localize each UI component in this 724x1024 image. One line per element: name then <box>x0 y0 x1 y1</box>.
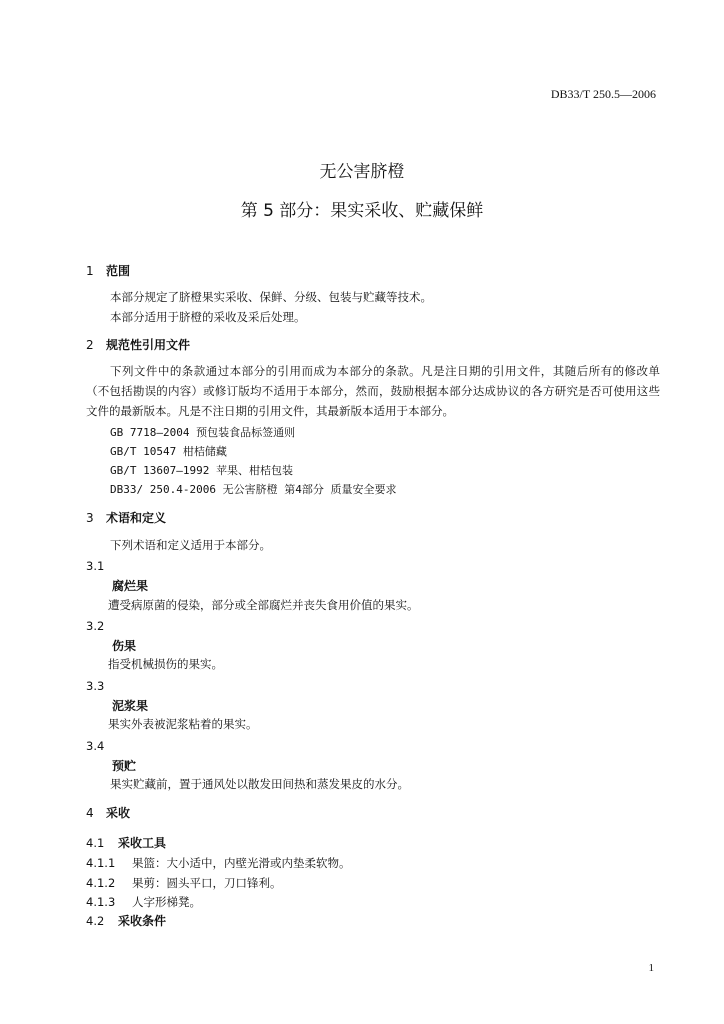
clause-text: 人字形梯凳。 <box>132 895 201 909</box>
paragraph: 下列文件中的条款通过本部分的引用而成为本部分的条款。凡是注日期的引用文件，其随后所有的修改单（不包括勘误的内容）或修订版均不适用于本部分，然而，鼓励根据本部分达成协议的各方研究是否可使用这些文件的最新版本。凡是不注日期的引用文件，其最新版本适用于本部分。 <box>86 364 660 418</box>
clause-title: 采收工具 <box>118 836 167 850</box>
reference-item: GB/T 10547 柑桔储藏 <box>110 445 227 458</box>
clause-number: 4.2 <box>86 914 105 928</box>
clause-number: 4.1 <box>86 836 105 850</box>
document-subtitle: 第 5 部分：果实采收、贮藏保鲜 <box>240 201 484 221</box>
term-number: 3.2 <box>86 619 105 633</box>
clause-number: 4.1.2 <box>86 876 116 890</box>
clause-row <box>86 852 351 871</box>
reference-item: DB33/ 250.4-2006 无公害脐橙 第4部分 质量安全要求 <box>110 483 397 496</box>
term-definition: 果实外表被泥浆粘着的果实。 <box>108 717 258 731</box>
clause-row <box>86 832 166 851</box>
clause-text: 果剪：圆头平口，刀口锋利。 <box>132 876 282 890</box>
section-number: 2 <box>86 338 94 352</box>
term-definition: 指受机械损伤的果实。 <box>108 657 223 671</box>
clause-number: 4.1.3 <box>86 895 116 909</box>
clause-row <box>86 872 282 891</box>
section-1-heading <box>86 262 130 279</box>
clause-row <box>86 910 166 929</box>
section-title: 采收 <box>106 806 131 820</box>
page-number: 1 <box>648 962 654 974</box>
clause-title: 采收条件 <box>118 914 167 928</box>
section-number: 1 <box>86 264 94 278</box>
term-name: 预贮 <box>112 759 137 773</box>
section-number: 4 <box>86 806 94 820</box>
clause-number: 4.1.1 <box>86 856 116 870</box>
term-name: 泥浆果 <box>112 699 149 713</box>
term-name: 腐烂果 <box>112 579 149 593</box>
term-definition: 遭受病原菌的侵染，部分或全部腐烂并丧失食用价值的果实。 <box>108 598 419 612</box>
document-title: 无公害脐橙 <box>319 162 405 182</box>
term-definition: 果实贮藏前，置于通风处以散发田间热和蒸发果皮的水分。 <box>110 777 409 791</box>
paragraph: 本部分规定了脐橙果实采收、保鲜、分级、包装与贮藏等技术。 <box>110 290 432 304</box>
paragraph: 下列术语和定义适用于本部分。 <box>110 538 271 552</box>
paragraph: 本部分适用于脐橙的采收及采后处理。 <box>110 310 306 324</box>
section-number: 3 <box>86 511 94 525</box>
section-title: 规范性引用文件 <box>106 338 191 352</box>
clause-text: 果篮：大小适中，内壁光滑或内垫柔软物。 <box>132 856 351 870</box>
document-code: DB33/T 250.5—2006 <box>550 87 656 101</box>
term-number: 3.4 <box>86 739 105 753</box>
section-4-heading <box>86 804 130 821</box>
term-number: 3.3 <box>86 679 105 693</box>
clause-row <box>86 891 201 910</box>
section-3-heading <box>86 509 166 526</box>
section-title: 术语和定义 <box>106 511 167 525</box>
term-number: 3.1 <box>86 559 105 573</box>
reference-item: GB/T 13607—1992 苹果、柑桔包装 <box>110 464 293 477</box>
section-title: 范围 <box>106 264 131 278</box>
reference-item: GB 7718—2004 预包装食品标签通则 <box>110 426 296 439</box>
section-2-heading <box>86 336 190 353</box>
term-name: 伤果 <box>112 639 137 653</box>
